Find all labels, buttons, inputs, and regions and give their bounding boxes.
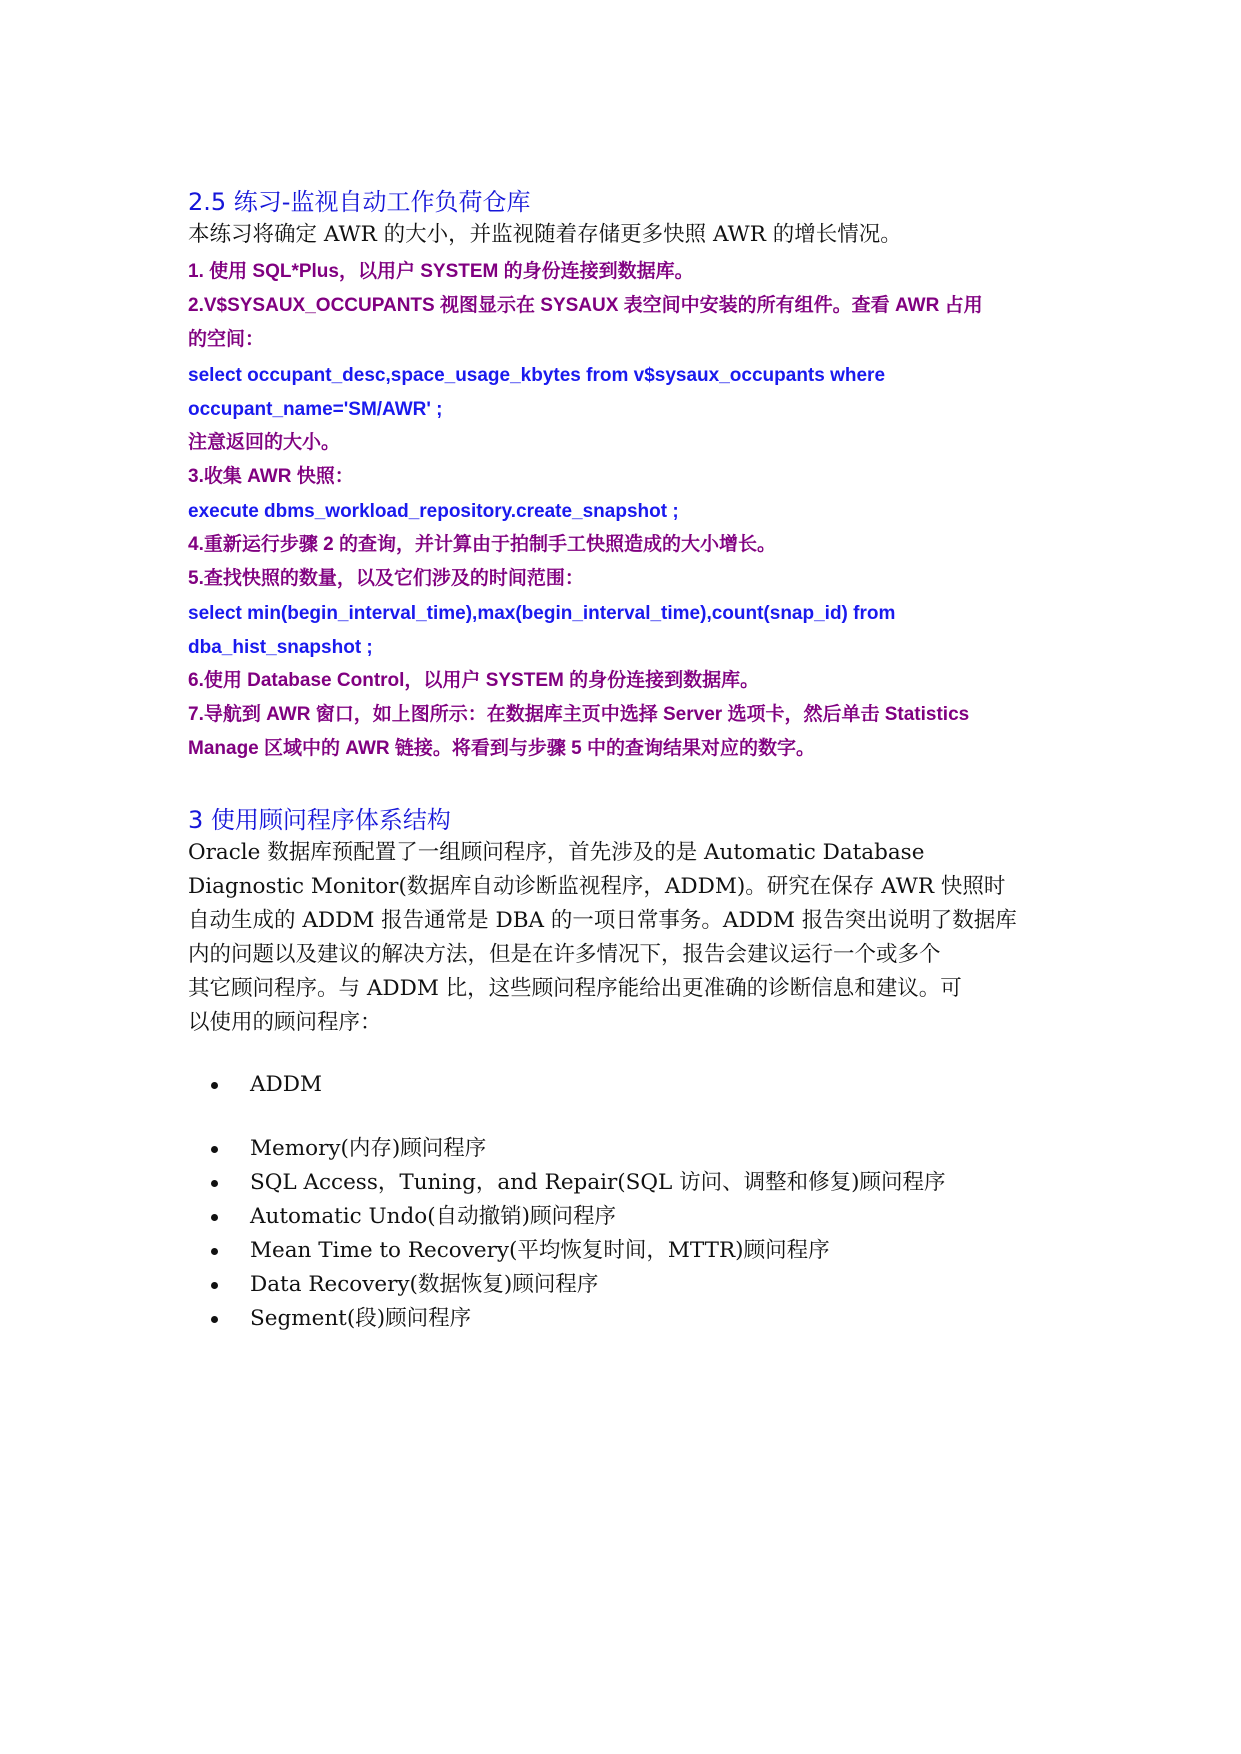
advisor-label: Automatic Undo(自动撤销)顾问程序 xyxy=(250,1204,617,1229)
step-7-line-1: 7.导航到 AWR 窗口，如上图所示：在数据库主页中选择 Server 选项卡，然后单击 Statistics xyxy=(188,704,970,725)
section-3-title: 3 使用顾问程序体系结构 xyxy=(188,806,451,834)
step-2-line-2: 的空间： xyxy=(188,329,265,350)
list-item xyxy=(188,1166,1058,1200)
advisor-label: Mean Time to Recovery(平均恢复时间，MTTR)顾问程序 xyxy=(250,1238,830,1263)
list-item xyxy=(188,1302,1058,1336)
step-7 xyxy=(188,698,1058,766)
code-query-sysaux xyxy=(188,359,1058,427)
bullet-icon xyxy=(211,1214,218,1221)
step-4: 4.重新运行步骤 2 的查询，并计算由于拍制手工快照造成的大小增长。 xyxy=(188,534,776,555)
paragraph-line: Oracle 数据库预配置了一组顾问程序，首先涉及的是 Automatic Database xyxy=(188,840,925,865)
step-2 xyxy=(188,289,1058,357)
list-item xyxy=(188,1268,1058,1302)
bullet-icon xyxy=(211,1316,218,1323)
step-3: 3.收集 AWR 快照： xyxy=(188,466,354,487)
step-7-line-2: Manage 区域中的 AWR 链接。将看到与步骤 5 中的查询结果对应的数字。 xyxy=(188,738,816,759)
note-returned-size: 注意返回的大小。 xyxy=(188,432,341,453)
code-create-snapshot: execute dbms_workload_repository.create_snapshot ; xyxy=(188,501,679,522)
code-query-sysaux-line-2: occupant_name='SM/AWR' ; xyxy=(188,399,443,420)
bullet-icon xyxy=(211,1146,218,1153)
advisor-label: Data Recovery(数据恢复)顾问程序 xyxy=(250,1272,599,1297)
step-2-line-1: 2.V$SYSAUX_OCCUPANTS 视图显示在 SYSAUX 表空间中安装的所有组件。查看 AWR 占用 xyxy=(188,295,983,316)
step-5: 5.查找快照的数量，以及它们涉及的时间范围： xyxy=(188,568,584,589)
code-query-sysaux-line-1: select occupant_desc,space_usage_kbytes from v$sysaux_occupants where xyxy=(188,365,886,386)
code-query-snapshots xyxy=(188,597,1058,665)
paragraph-line: 内的问题以及建议的解决方法，但是在许多情况下，报告会建议运行一个或多个 xyxy=(188,942,941,967)
bullet-icon xyxy=(211,1248,218,1255)
list-item xyxy=(188,1234,1058,1268)
list-item xyxy=(188,1200,1058,1234)
code-query-snapshots-line-1: select min(begin_interval_time),max(begin_interval_time),count(snap_id) from xyxy=(188,603,896,624)
list-item xyxy=(188,1132,1058,1166)
section-3-paragraph xyxy=(188,836,1058,1040)
advisor-label: Memory(内存)顾问程序 xyxy=(250,1136,487,1161)
advisor-label: ADDM xyxy=(250,1072,323,1097)
paragraph-line: Diagnostic Monitor(数据库自动诊断监视程序，ADDM)。研究在保存 AWR 快照时 xyxy=(188,874,1006,899)
advisor-label: Segment(段)顾问程序 xyxy=(250,1306,472,1331)
bullet-icon xyxy=(211,1282,218,1289)
bullet-icon xyxy=(211,1082,218,1089)
code-query-snapshots-line-2: dba_hist_snapshot ; xyxy=(188,637,373,658)
paragraph-line: 以使用的顾问程序： xyxy=(188,1010,382,1035)
advisor-label: SQL Access，Tuning，and Repair(SQL 访问、调整和修复)顾问程序 xyxy=(250,1170,946,1195)
section-2-5-title: 2.5 练习-监视自动工作负荷仓库 xyxy=(188,188,531,216)
paragraph-line: 其它顾问程序。与 ADDM 比，这些顾问程序能给出更准确的诊断信息和建议。可 xyxy=(188,976,962,1001)
paragraph-line: 自动生成的 ADDM 报告通常是 DBA 的一项日常事务。ADDM 报告突出说明了数据库 xyxy=(188,908,1017,933)
step-6: 6.使用 Database Control，以用户 SYSTEM 的身份连接到数据库。 xyxy=(188,670,760,691)
list-item xyxy=(188,1068,1058,1102)
step-1: 1. 使用 SQL*Plus，以用户 SYSTEM 的身份连接到数据库。 xyxy=(188,261,694,282)
advisor-list xyxy=(188,1068,1058,1336)
bullet-icon xyxy=(211,1180,218,1187)
section-2-5-intro: 本练习将确定 AWR 的大小，并监视随着存储更多快照 AWR 的增长情况。 xyxy=(188,222,902,247)
